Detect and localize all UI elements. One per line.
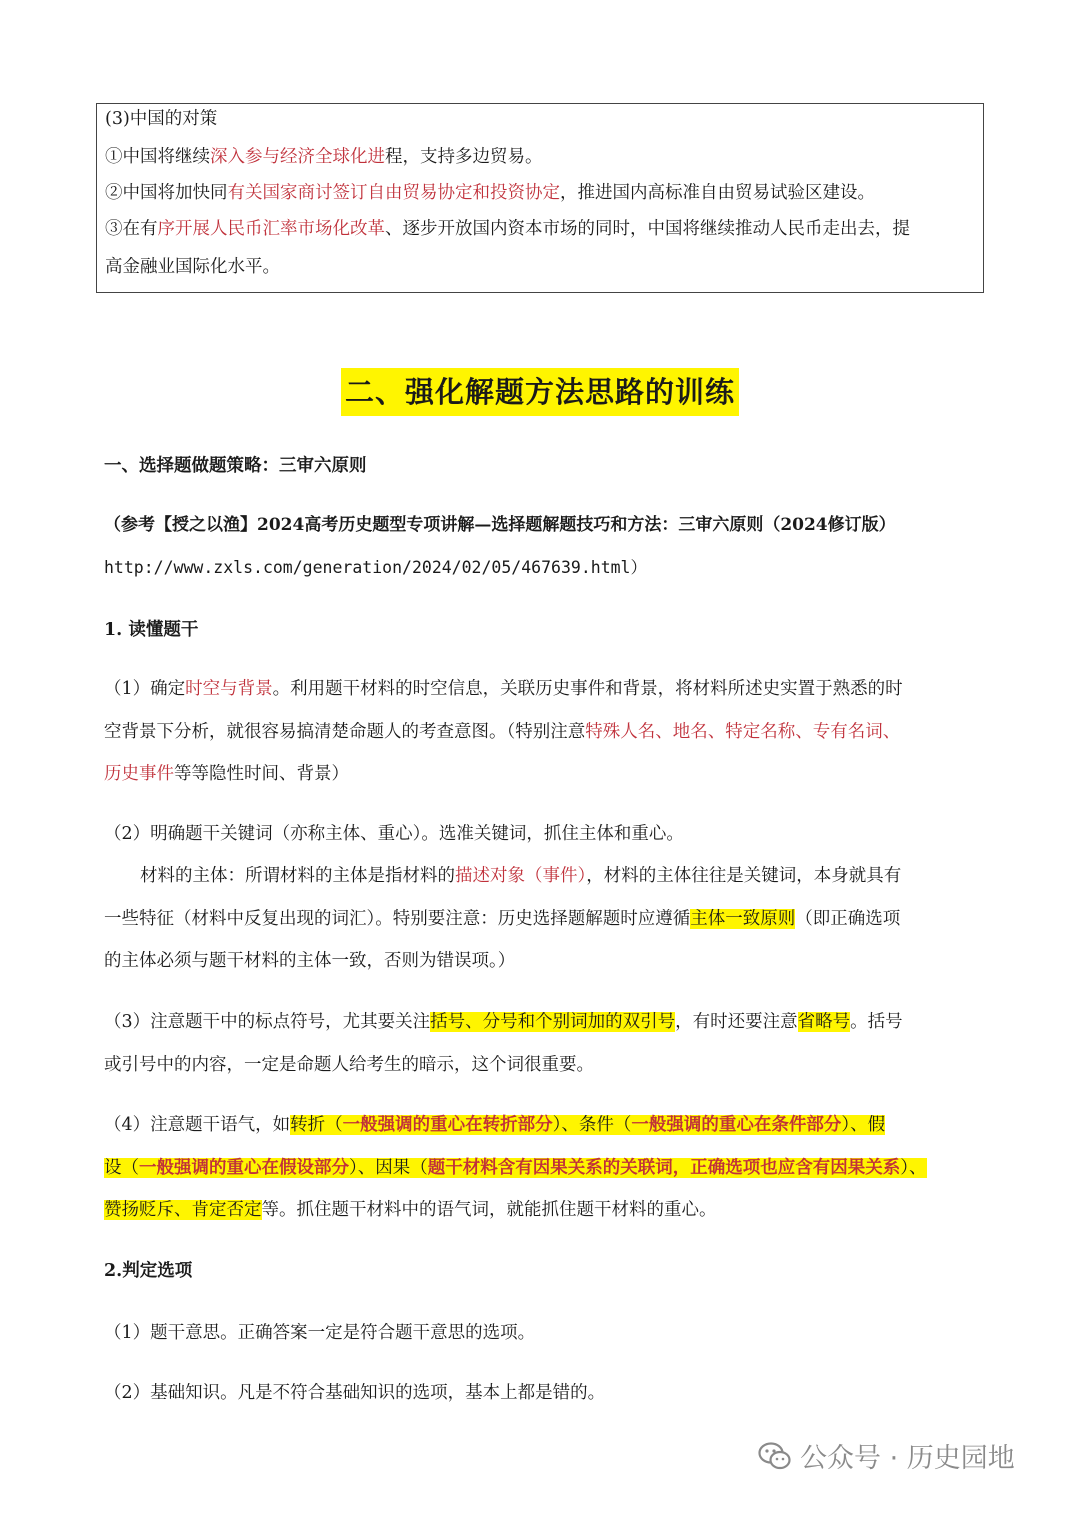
p4-line-3: 赞扬贬斥、肯定否定等。抓住题干材料中的语气词，就能抓住题干材料的重心。 [104,1200,717,1220]
strategy-heading: 一、选择题做题策略：三审六原则 [104,456,367,476]
p2-line-2: 材料的主体：所谓材料的主体是指材料的描述对象（事件），材料的主体往往是关键词，本身就具有 [140,866,902,886]
box-heading: (3)中国的对策 [105,109,218,129]
watermark-text: 公众号 · 历史园地 [800,1443,1015,1474]
policy-box [96,103,984,293]
p3-line-1: （3）注意题干中的标点符号，尤其要关注括号、分号和个别词加的双引号，有时还要注意省略号。括号 [104,1012,903,1032]
reference-line-1: （参考【授之以渔】2024高考历史题型专项讲解—选择题解题技巧和方法：三审六原则（2024修订版） [104,515,896,535]
p4-line-2: 设（一般强调的重心在假设部分）、因果（题干材料含有因果关系的关联词，正确选项也应含有因果关系）、 [104,1158,927,1178]
box-item-1: ①中国将继续深入参与经济全球化进程，支持多边贸易。 [105,147,543,167]
box-item-3: ③在有序开展人民币汇率市场化改革、逐步开放国内资本市场的同时，中国将继续推动人民币走出去，提 [105,219,910,239]
p1-line-1: （1）确定时空与背景。利用题干材料的时空信息，关联历史事件和背景，将材料所述史实置于熟悉的时 [104,679,903,699]
p2-line-4: 的主体必须与题干材料的主体一致，否则为错误项。） [104,951,516,971]
judge-heading: 2.判定选项 [104,1261,193,1281]
p1-line-3: 历史事件等等隐性时间、背景） [104,764,349,784]
box-item-2: ②中国将加快同有关国家商讨签订自由贸易协定和投资协定，推进国内高标准自由贸易试验区建设。 [105,183,875,203]
p2-line-3: 一些特征（材料中反复出现的词汇）。特别要注意：历史选择题解题时应遵循主体一致原则（即正确选项 [104,909,901,929]
box-item-3-cont: 高金融业国际化水平。 [105,257,280,277]
judge-item-2: （2）基础知识。凡是不符合基础知识的选项，基本上都是错的。 [104,1383,606,1403]
section-title: 二、强化解题方法思路的训练 [341,368,739,416]
p3-line-2: 或引号中的内容，一定是命题人给考生的暗示，这个词很重要。 [104,1055,594,1075]
watermark [758,1436,1015,1475]
reference-link[interactable]: http://www.zxls.com/generation/2024/02/05/467639.html） [104,558,647,577]
wechat-icon [758,1441,792,1471]
p4-line-1: （4）注意题干语气，如转折（一般强调的重心在转折部分）、条件（一般强调的重心在条件部分）、假 [104,1115,886,1135]
section-title-wrap [0,368,1080,416]
judge-item-1: （1）题干意思。正确答案一定是符合题干意思的选项。 [104,1323,536,1343]
p2-line-1: （2）明确题干关键词（亦称主体、重心）。选准关键词，抓住主体和重心。 [104,824,684,844]
p1-line-2: 空背景下分析，就很容易搞清楚命题人的考查意图。（特别注意特殊人名、地名、特定名称、专有名词、 [104,722,901,742]
read-heading: 1. 读懂题干 [104,620,199,640]
